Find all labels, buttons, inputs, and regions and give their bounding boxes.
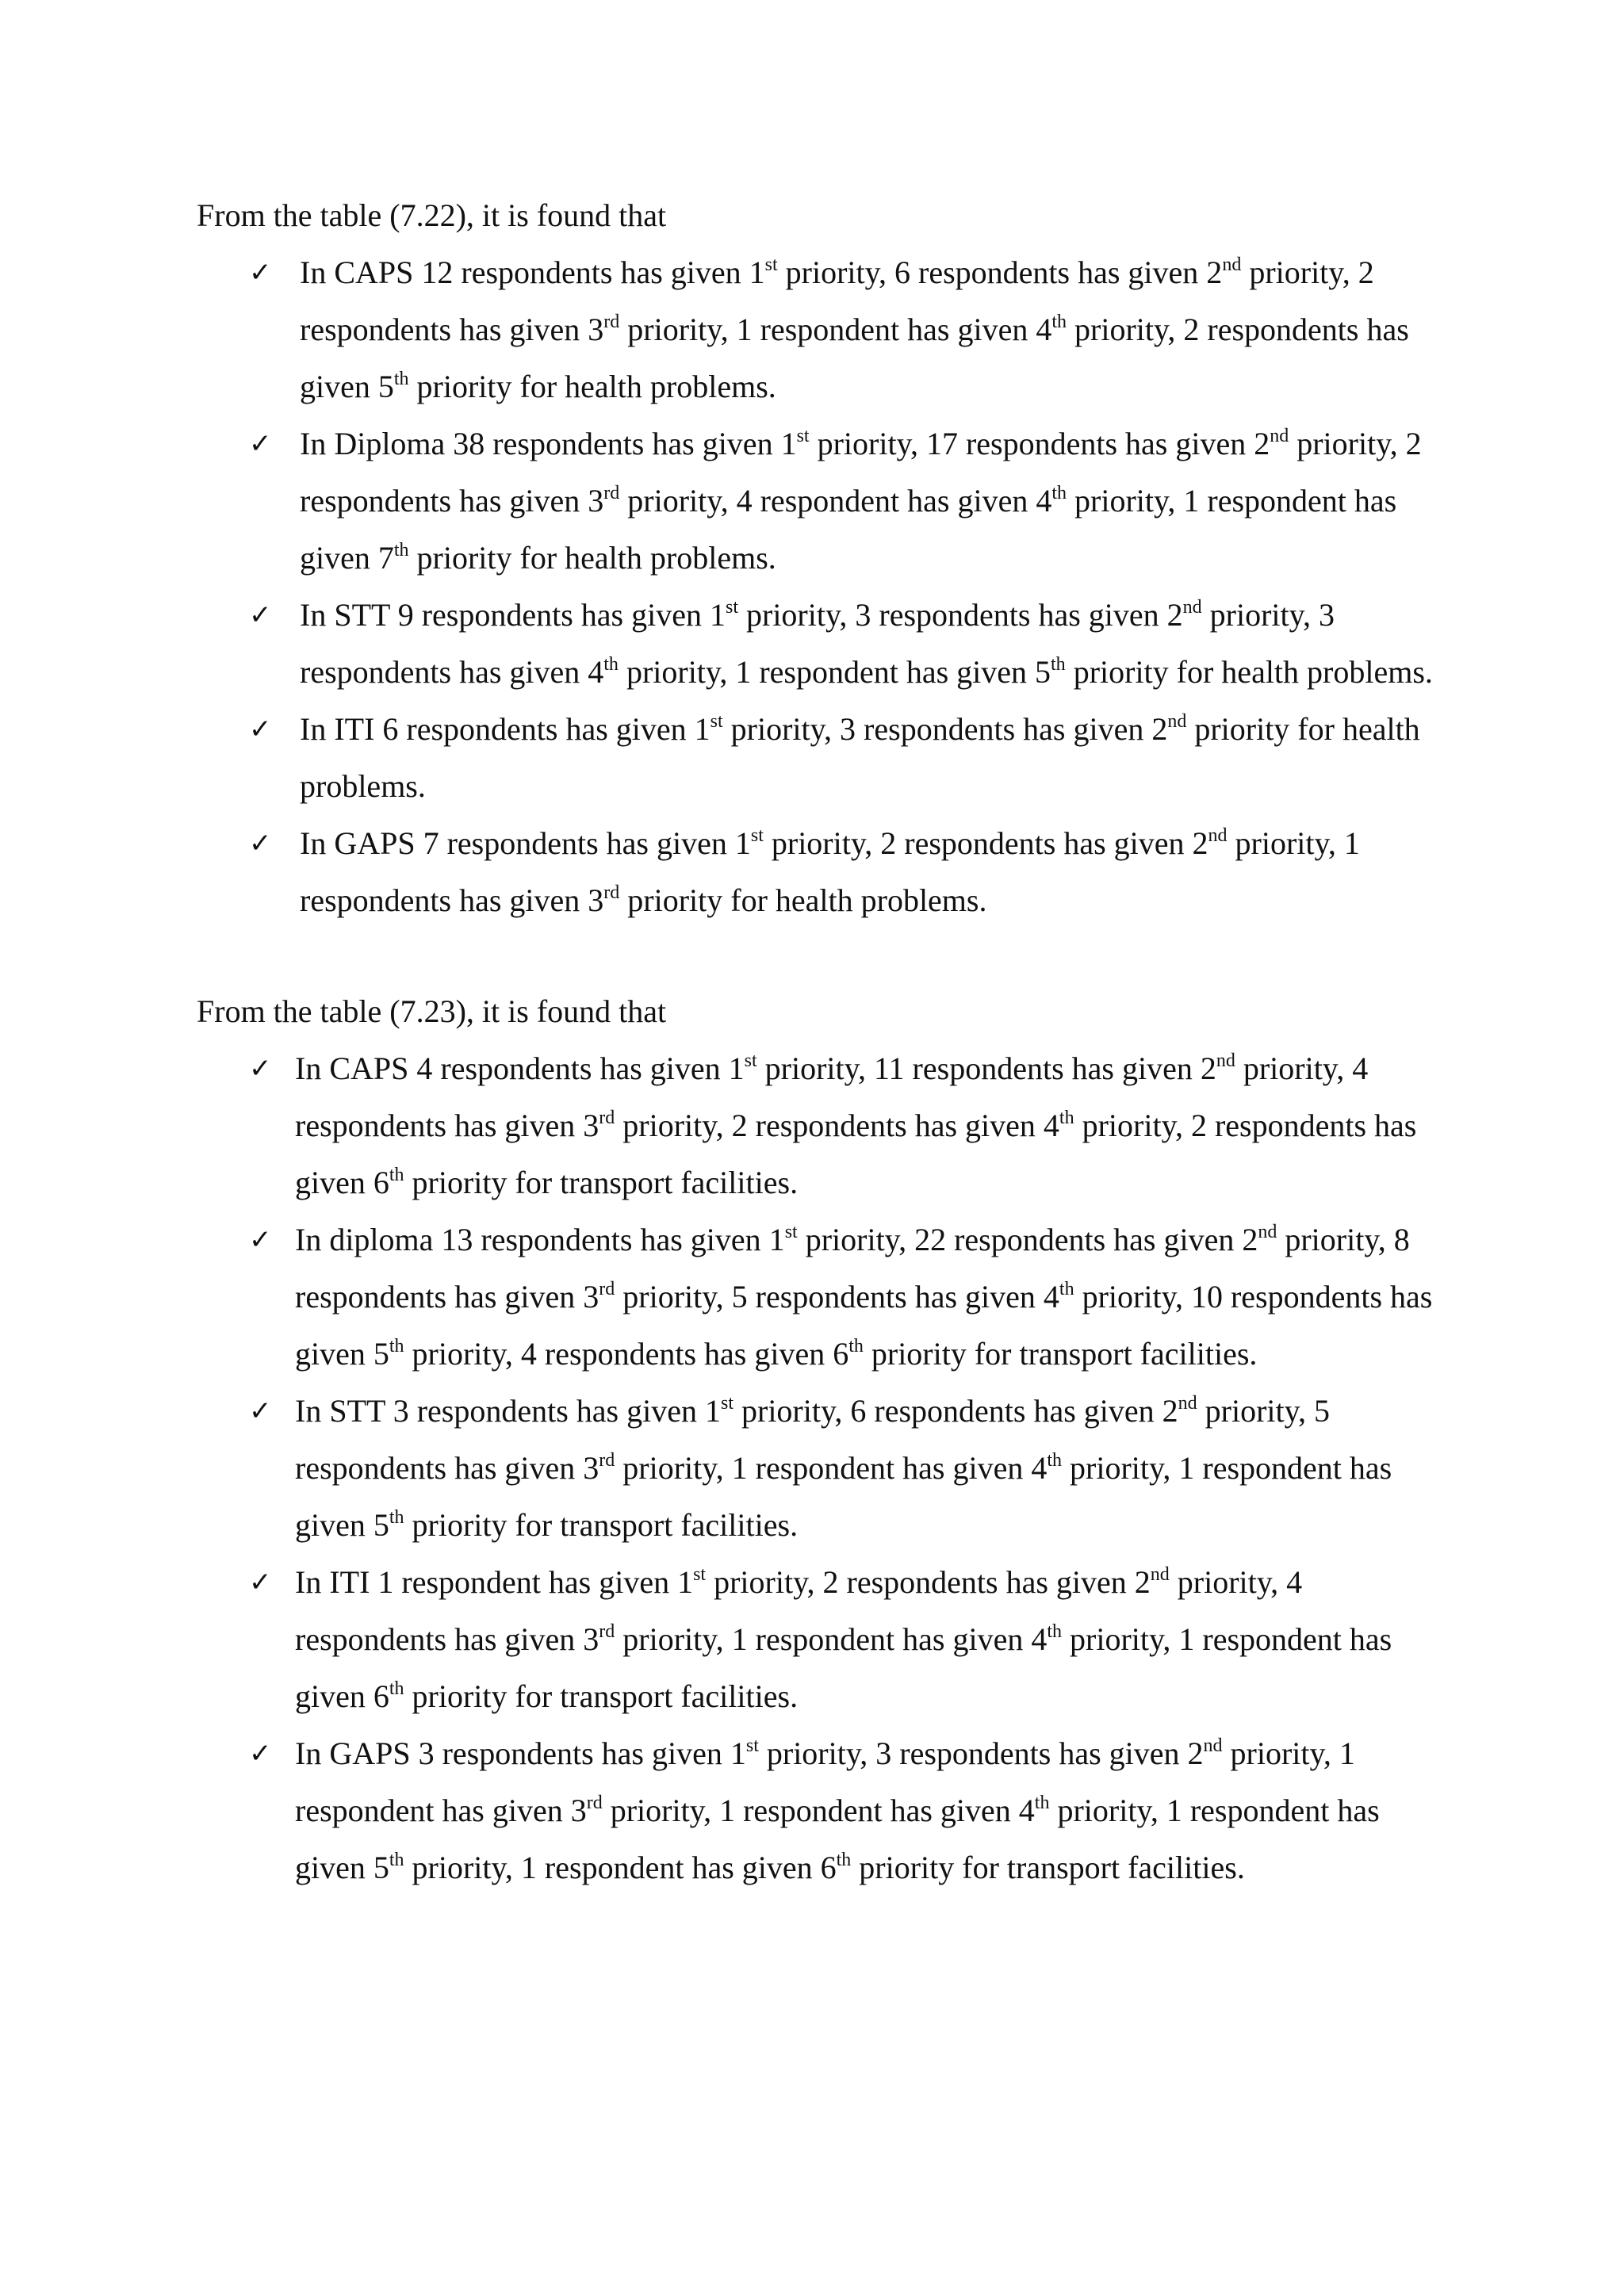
- ordinal-suffix: th: [603, 654, 619, 675]
- text-run: priority, 1 respondent has given 4: [619, 312, 1052, 347]
- ordinal-suffix: th: [1059, 1279, 1074, 1299]
- ordinal-suffix: nd: [1167, 711, 1187, 732]
- findings-section-7-22: [197, 187, 1434, 929]
- ordinal-suffix: rd: [599, 1108, 615, 1128]
- text-run: priority for transport facilities.: [851, 1850, 1245, 1885]
- text-run: priority for health problems.: [1065, 654, 1433, 690]
- text-run: priority, 1 respondent has given 4: [615, 1450, 1048, 1486]
- text-run: priority, 4 respondents has given 3: [295, 1564, 1303, 1657]
- text-run: priority for transport facilities.: [404, 1507, 799, 1543]
- checkmark-icon: ✓: [249, 1053, 272, 1085]
- ordinal-suffix: rd: [586, 1793, 603, 1813]
- text-run: In GAPS 3 respondents has given 1: [295, 1735, 746, 1771]
- ordinal-suffix: rd: [599, 1450, 615, 1471]
- findings-list: [197, 244, 1434, 929]
- text-run: In CAPS 4 respondents has given 1: [295, 1050, 745, 1086]
- text-run: In STT 9 respondents has given 1: [300, 597, 726, 633]
- text-run: priority, 1 respondent has given 6: [404, 1850, 837, 1885]
- ordinal-suffix: rd: [603, 483, 620, 503]
- ordinal-suffix: rd: [603, 312, 620, 332]
- ordinal-suffix: th: [1047, 1621, 1063, 1642]
- text-run: priority, 2 respondents has given 6: [295, 1108, 1417, 1200]
- finding-text: [300, 426, 1422, 576]
- finding-item-stt: [197, 1383, 1434, 1554]
- text-run: priority, 2 respondents has given 2: [706, 1564, 1151, 1600]
- text-run: priority, 1 respondent has given 7: [300, 483, 1397, 576]
- text-run: priority, 6 respondents has given 2: [733, 1393, 1178, 1429]
- text-run: priority, 3 respondents has given 2: [722, 711, 1168, 747]
- finding-text: [295, 1735, 1380, 1885]
- findings-list: [197, 1040, 1434, 1896]
- finding-text: [295, 1564, 1392, 1714]
- text-run: priority, 1 respondent has given 4: [602, 1793, 1035, 1828]
- ordinal-suffix: th: [836, 1850, 852, 1870]
- checkmark-icon: ✓: [249, 257, 272, 289]
- checkmark-icon: ✓: [249, 1395, 272, 1427]
- ordinal-suffix: rd: [599, 1621, 615, 1642]
- text-run: priority, 1 respondent has given 6: [295, 1621, 1392, 1714]
- ordinal-suffix: st: [784, 1222, 798, 1242]
- ordinal-suffix: th: [1051, 312, 1067, 332]
- text-run: In CAPS 12 respondents has given 1: [300, 254, 765, 290]
- finding-item-iti: [197, 1554, 1434, 1725]
- ordinal-suffix: th: [1047, 1450, 1063, 1471]
- finding-item-iti: [197, 701, 1434, 815]
- finding-text: [295, 1222, 1432, 1372]
- finding-item-caps: [197, 244, 1434, 415]
- text-run: In Diploma 38 respondents has given 1: [300, 426, 797, 461]
- checkmark-icon: ✓: [249, 599, 272, 631]
- ordinal-suffix: th: [389, 1850, 404, 1870]
- finding-item-diploma: [197, 415, 1434, 587]
- ordinal-suffix: th: [389, 1678, 404, 1699]
- ordinal-suffix: th: [389, 1165, 404, 1185]
- finding-item-diploma: [197, 1211, 1434, 1383]
- ordinal-suffix: st: [693, 1564, 707, 1585]
- finding-item-stt: [197, 587, 1434, 701]
- text-run: In ITI 1 respondent has given 1: [295, 1564, 694, 1600]
- text-run: priority, 22 respondents has given 2: [797, 1222, 1258, 1257]
- ordinal-suffix: nd: [1150, 1564, 1170, 1585]
- ordinal-suffix: st: [744, 1050, 757, 1071]
- finding-text: [300, 597, 1433, 690]
- text-run: priority, 1 respondent has given 5: [295, 1450, 1392, 1543]
- text-run: priority for transport facilities.: [404, 1678, 799, 1714]
- ordinal-suffix: nd: [1258, 1222, 1277, 1242]
- text-run: priority for health problems.: [408, 369, 776, 404]
- ordinal-suffix: nd: [1178, 1393, 1197, 1414]
- section-intro: From the table (7.23), it is found that: [197, 993, 667, 1029]
- checkmark-icon: ✓: [249, 714, 272, 745]
- text-run: priority, 4 respondent has given 4: [619, 483, 1052, 519]
- checkmark-icon: ✓: [249, 1738, 272, 1770]
- finding-item-gaps: [197, 815, 1434, 929]
- ordinal-suffix: th: [1051, 483, 1067, 503]
- text-run: priority, 8 respondents has given 3: [295, 1222, 1410, 1314]
- ordinal-suffix: nd: [1182, 597, 1202, 618]
- text-run: priority, 11 respondents has given 2: [756, 1050, 1216, 1086]
- checkmark-icon: ✓: [249, 428, 272, 460]
- text-run: priority, 3 respondents has given 4: [300, 597, 1335, 690]
- text-run: priority, 4 respondents has given 3: [295, 1050, 1369, 1143]
- ordinal-suffix: th: [848, 1336, 864, 1357]
- ordinal-suffix: th: [1059, 1108, 1074, 1128]
- checkmark-icon: ✓: [249, 1224, 272, 1256]
- ordinal-suffix: st: [796, 426, 810, 446]
- text-run: In ITI 6 respondents has given 1: [300, 711, 710, 747]
- ordinal-suffix: th: [389, 1336, 404, 1357]
- finding-text: [295, 1050, 1416, 1200]
- text-run: In STT 3 respondents has given 1: [295, 1393, 721, 1429]
- text-run: priority, 17 respondents has given 2: [809, 426, 1270, 461]
- finding-item-gaps: [197, 1725, 1434, 1896]
- text-run: priority, 2 respondents has given 5: [300, 312, 1409, 404]
- text-run: In GAPS 7 respondents has given 1: [300, 825, 751, 861]
- ordinal-suffix: rd: [599, 1279, 615, 1299]
- ordinal-suffix: nd: [1216, 1050, 1235, 1071]
- text-run: priority for health problems.: [408, 540, 776, 576]
- text-run: priority, 1 respondent has given 5: [295, 1793, 1380, 1885]
- text-run: priority, 1 respondent has given 4: [615, 1621, 1048, 1657]
- ordinal-suffix: st: [750, 825, 764, 846]
- finding-text: [300, 254, 1409, 404]
- text-run: priority for health problems.: [300, 711, 1420, 804]
- ordinal-suffix: st: [725, 597, 738, 618]
- text-run: priority, 10 respondents has given 5: [295, 1279, 1433, 1372]
- ordinal-suffix: nd: [1270, 426, 1289, 446]
- finding-item-caps: [197, 1040, 1434, 1211]
- text-run: priority, 2 respondents has given 2: [763, 825, 1208, 861]
- text-run: priority, 1 respondents has given 3: [300, 825, 1360, 918]
- ordinal-suffix: nd: [1208, 825, 1228, 846]
- finding-text: [300, 825, 1360, 918]
- findings-section-7-23: [197, 983, 1434, 1896]
- text-run: priority, 5 respondents has given 4: [615, 1279, 1059, 1314]
- ordinal-suffix: th: [393, 540, 409, 561]
- checkmark-icon: ✓: [249, 828, 272, 859]
- ordinal-suffix: st: [764, 254, 778, 275]
- text-run: priority, 2 respondents has given 3: [300, 254, 1374, 347]
- text-run: priority for transport facilities.: [863, 1336, 1258, 1372]
- ordinal-suffix: th: [389, 1507, 404, 1528]
- text-run: priority, 1 respondent has given 5: [618, 654, 1051, 690]
- ordinal-suffix: rd: [603, 882, 620, 903]
- ordinal-suffix: st: [720, 1393, 733, 1414]
- text-run: priority, 3 respondents has given 2: [758, 1735, 1204, 1771]
- ordinal-suffix: st: [710, 711, 723, 732]
- text-run: priority, 1 respondent has given 3: [295, 1735, 1355, 1828]
- ordinal-suffix: th: [1051, 654, 1066, 675]
- text-run: priority, 6 respondents has given 2: [777, 254, 1223, 290]
- text-run: priority, 2 respondents has given 3: [300, 426, 1422, 519]
- text-run: priority, 5 respondents has given 3: [295, 1393, 1331, 1486]
- ordinal-suffix: th: [393, 369, 409, 389]
- ordinal-suffix: st: [745, 1735, 759, 1756]
- ordinal-suffix: th: [1034, 1793, 1050, 1813]
- ordinal-suffix: nd: [1222, 254, 1242, 275]
- section-intro: From the table (7.22), it is found that: [197, 197, 667, 233]
- text-run: priority, 4 respondents has given 6: [404, 1336, 849, 1372]
- text-run: priority for transport facilities.: [404, 1165, 799, 1200]
- text-run: In diploma 13 respondents has given 1: [295, 1222, 785, 1257]
- finding-text: [300, 711, 1420, 804]
- text-run: priority, 2 respondents has given 4: [615, 1108, 1059, 1143]
- finding-text: [295, 1393, 1392, 1543]
- text-run: priority, 3 respondents has given 2: [738, 597, 1183, 633]
- checkmark-icon: ✓: [249, 1567, 272, 1598]
- ordinal-suffix: nd: [1203, 1735, 1223, 1756]
- text-run: priority for health problems.: [619, 882, 987, 918]
